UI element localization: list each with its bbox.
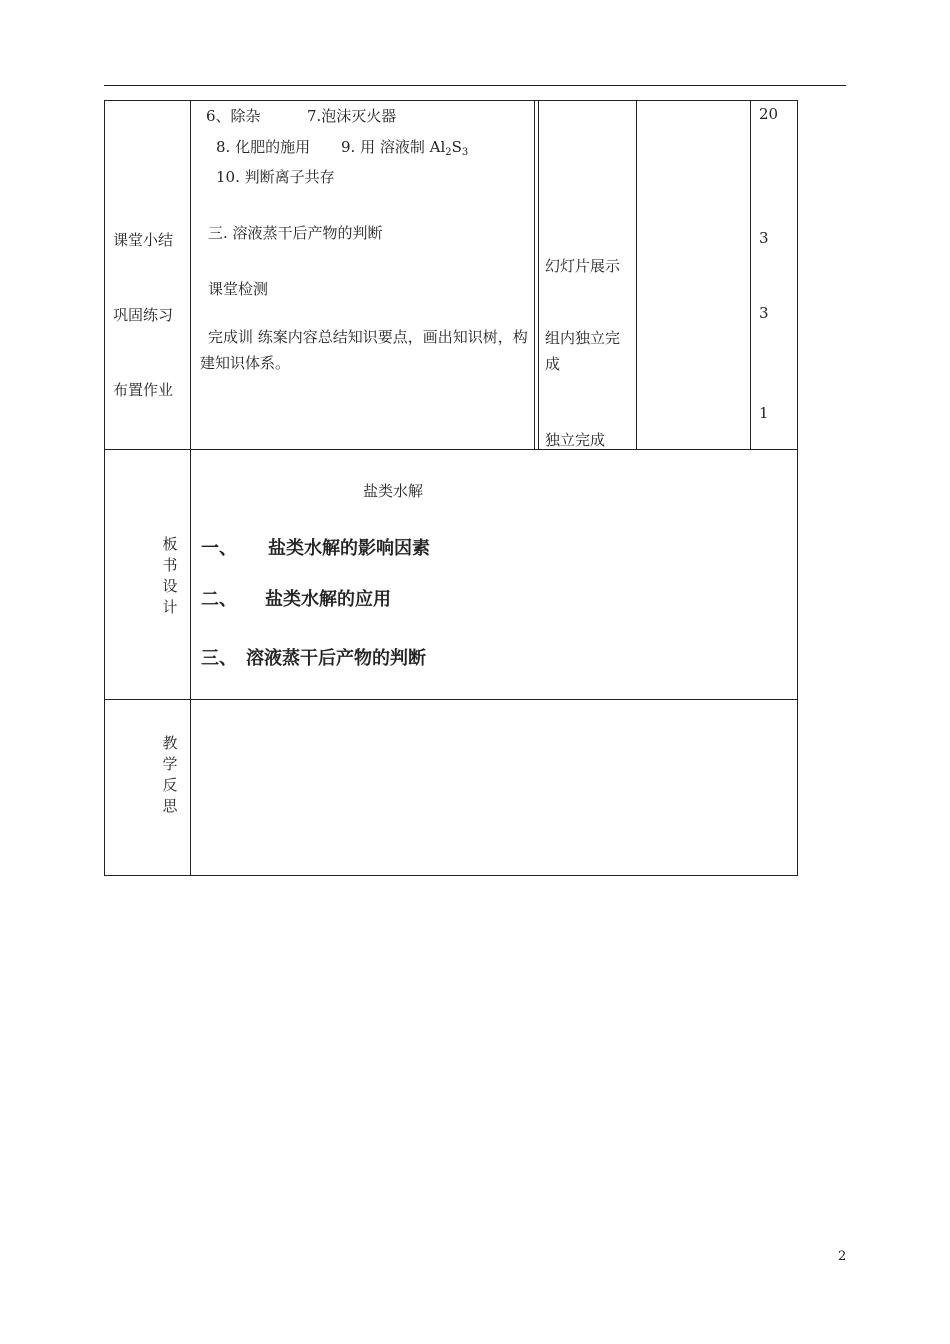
content-line-5: 课堂检测 [208, 280, 269, 298]
subscript-2: 2 [445, 147, 452, 158]
table-border-row1 [104, 449, 797, 450]
time-1: 20 [759, 105, 779, 123]
student-activity-1: 幻灯片展示 [545, 257, 621, 275]
time-2: 3 [759, 229, 769, 247]
board-item-2-text: 盐类水解的应用 [265, 589, 391, 610]
table-border-bottom [104, 875, 797, 876]
table-col-divider-1 [190, 100, 191, 876]
board-label: 板书设计 [162, 535, 178, 616]
board-item-2-num: 二、 [201, 589, 237, 610]
board-item-3-text: 溶液蒸干后产物的判断 [246, 648, 426, 669]
student-activity-2: 组内独立完成 [545, 329, 621, 373]
content-line-1b: 7.泡沫灭火器 [307, 107, 397, 125]
content-line-1a: 6、除杂 [206, 107, 261, 125]
student-activity-3: 独立完成 [545, 431, 606, 449]
table-col-divider-4 [750, 100, 751, 450]
subscript-3: 3 [461, 147, 469, 158]
time-4: 1 [759, 404, 769, 422]
table-border-right [797, 100, 798, 876]
table-border-row2 [104, 699, 797, 700]
label-summary: 课堂小结 [113, 231, 174, 249]
label-homework: 布置作业 [113, 381, 174, 399]
page-number: 2 [838, 1249, 847, 1264]
content-line-4: 三. 溶液蒸干后产物的判断 [208, 224, 383, 242]
table-col-divider-2b [538, 100, 539, 450]
table-border-left [104, 100, 105, 876]
header-rule [104, 85, 846, 86]
board-title: 盐类水解 [363, 482, 424, 500]
board-item-3-num: 三、 [201, 648, 237, 669]
board-item-1-num: 一、 [201, 538, 237, 559]
board-item-1-text: 盐类水解的影响因素 [268, 538, 430, 559]
table-col-divider-3 [636, 100, 637, 450]
content-line-2b-text: 9. 用 溶液制 Al [341, 138, 446, 156]
time-3: 3 [759, 304, 769, 322]
content-line-6: 完成训 练案内容总结知识要点，画出知识树，构建知识体系。 [200, 328, 528, 372]
table-col-divider-2 [534, 100, 535, 450]
content-line-2b-s: S [451, 138, 462, 156]
reflection-label: 教学反思 [162, 734, 178, 815]
content-line-3: 10. 判断离子共存 [216, 168, 335, 186]
content-line-2b [341, 136, 468, 158]
table-border-top [104, 100, 797, 101]
content-line-2a: 8. 化肥的施用 [216, 138, 311, 156]
label-practice: 巩固练习 [113, 306, 174, 324]
